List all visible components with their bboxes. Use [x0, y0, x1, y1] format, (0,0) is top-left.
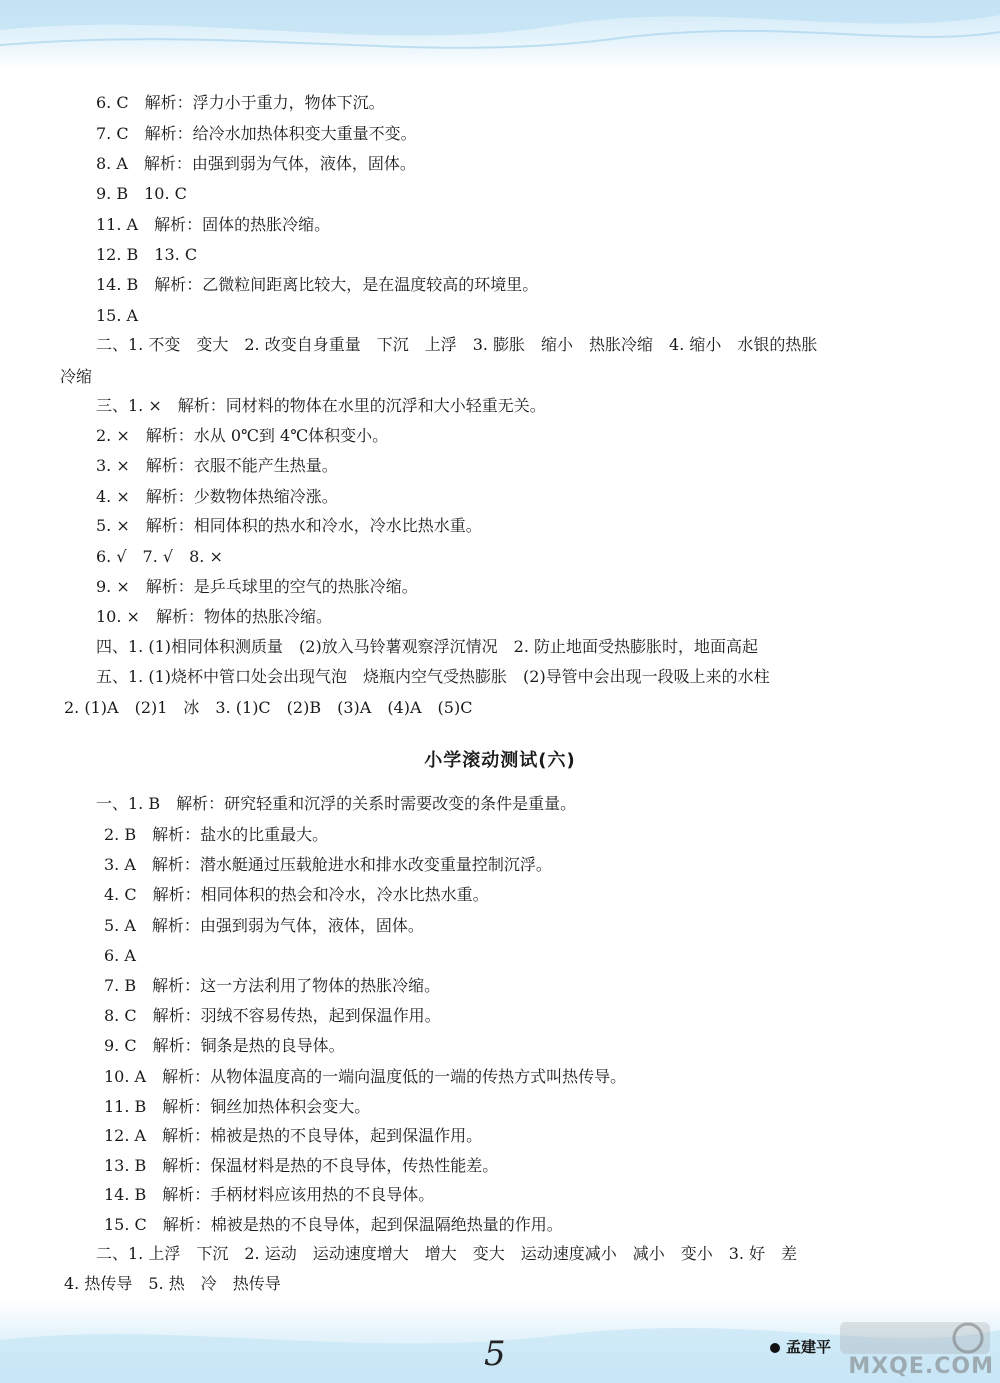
- answer-line-a7: 14. B 解析：乙微粒间距离比较大，是在温度较高的环境里。: [96, 275, 539, 294]
- section-title: 小学滚动测试(六): [424, 750, 576, 771]
- answer-line-b3: 3. × 解析：衣服不能产生热量。: [96, 456, 338, 475]
- bullet-dot-icon: [770, 1343, 780, 1353]
- answer-line-b5: 5. × 解析：相同体积的热水和冷水，冷水比热水重。: [96, 516, 482, 535]
- section-wu-line2: 2. (1)A (2)1 冰 3. (1)C (2)B (3)A (4)A (5)C: [64, 698, 473, 717]
- answer-line-c11: 11. B 解析：铜丝加热体积会变大。: [104, 1097, 371, 1116]
- answer-line-c3: 3. A 解析：潜水艇通过压载舱进水和排水改变重量控制沉浮。: [104, 855, 552, 874]
- answer-line-b6: 6. √ 7. √ 8. ×: [96, 547, 223, 566]
- section-si-line: 四、1. (1)相同体积测质量 (2)放入马铃薯观察浮沉情况 2. 防止地面受热膨胀时，地面高起: [96, 637, 759, 656]
- footer-brand: [770, 1336, 831, 1357]
- answer-line-c13: 13. B 解析：保温材料是热的不良导体，传热性能差。: [104, 1156, 499, 1175]
- answer-line-c15: 15. C 解析：棉被是热的不良导体，起到保温隔绝热量的作用。: [104, 1215, 563, 1234]
- answer-line-c2: 2. B 解析：盐水的比重最大。: [104, 825, 329, 844]
- answer-line-c8: 8. C 解析：羽绒不容易传热，起到保温作用。: [104, 1006, 441, 1025]
- answer-line-b7: 9. × 解析：是乒乓球里的空气的热胀冷缩。: [96, 577, 418, 596]
- answer-line-c6: 6. A: [104, 946, 136, 965]
- answer-line-b8: 10. × 解析：物体的热胀冷缩。: [96, 607, 332, 626]
- answer-line-a4: 9. B 10. C: [96, 184, 187, 203]
- section-wu-line1: 五、1. (1)烧杯中管口处会出现气泡 烧瓶内空气受热膨胀 (2)导管中会出现一段吸上来的水柱: [96, 667, 770, 686]
- answer-line-c14: 14. B 解析：手柄材料应该用热的不良导体。: [104, 1185, 435, 1204]
- section-er-c-line2: 4. 热传导 5. 热 冷 热传导: [64, 1274, 281, 1293]
- answer-line-b4: 4. × 解析：少数物体热缩冷涨。: [96, 487, 338, 506]
- watermark-logo-icon: [840, 1318, 990, 1358]
- top-wave-decor: [0, 0, 1000, 70]
- answer-line-b2: 2. × 解析：水从 0℃到 4℃体积变小。: [96, 426, 389, 445]
- answer-line-b1: 三、1. × 解析：同材料的物体在水里的沉浮和大小轻重无关。: [96, 396, 546, 415]
- answer-line-c9: 9. C 解析：铜条是热的良导体。: [104, 1036, 345, 1055]
- answer-line-a5: 11. A 解析：固体的热胀冷缩。: [96, 215, 331, 234]
- answer-line-c12: 12. A 解析：棉被是热的不良导体，起到保温作用。: [104, 1126, 483, 1145]
- answer-line-c1: 一、1. B 解析：研究轻重和沉浮的关系时需要改变的条件是重量。: [96, 794, 577, 813]
- top-decor-band: [0, 0, 1000, 70]
- answer-line-c4: 4. C 解析：相同体积的热会和冷水，冷水比热水重。: [104, 885, 489, 904]
- page-number: 5: [484, 1334, 506, 1374]
- answer-line-a2: 7. C 解析：给冷水加热体积变大重量不变。: [96, 124, 417, 143]
- answer-line-a6: 12. B 13. C: [96, 245, 198, 264]
- footer-brand-text: 孟建平: [786, 1338, 832, 1356]
- answer-line-c10: 10. A 解析：从物体温度高的一端向温度低的一端的传热方式叫热传导。: [104, 1067, 627, 1086]
- section-er-line1: 二、1. 不变 变大 2. 改变自身重量 下沉 上浮 3. 膨胀 缩小 热胀冷缩 4. 缩小 水银的热胀: [96, 335, 818, 354]
- answer-line-a8: 15. A: [96, 306, 139, 325]
- answer-line-c5: 5. A 解析：由强到弱为气体，液体，固体。: [104, 916, 424, 935]
- section-er-line2: 冷缩: [60, 367, 93, 386]
- answer-line-a1: 6. C 解析：浮力小于重力，物体下沉。: [96, 93, 385, 112]
- watermark-text: MXQE.COM: [848, 1354, 994, 1379]
- section-er-c-line1: 二、1. 上浮 下沉 2. 运动 运动速度增大 增大 变大 运动速度减小 减小 变小 3. 好 差: [96, 1244, 798, 1263]
- answer-line-a3: 8. A 解析：由强到弱为气体，液体，固体。: [96, 154, 416, 173]
- answer-line-c7: 7. B 解析：这一方法利用了物体的热胀冷缩。: [104, 976, 441, 995]
